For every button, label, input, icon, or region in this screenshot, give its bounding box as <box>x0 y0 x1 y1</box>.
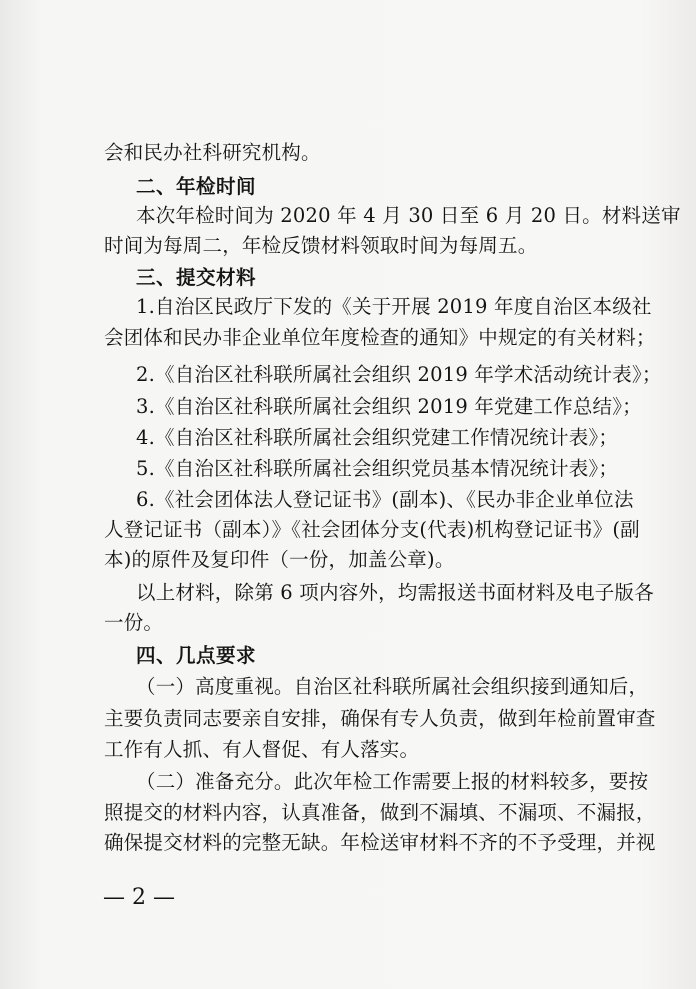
body-line-19: 主要负责同志要亲自安排，确保有专人负责，做到年检前置审查 <box>104 707 656 730</box>
body-line-21: （二）准备充分。此次年检工作需要上报的材料较多，要按 <box>136 770 649 793</box>
section-heading-materials: 三、提交材料 <box>136 266 257 289</box>
body-line-15: 以上材料，除第 6 项内容外，均需报送书面材料及电子版各 <box>136 581 654 604</box>
body-line-3: 本次年检时间为 2020 年 4 月 30 日至 6 月 20 日。材料送审 <box>136 204 681 227</box>
body-line-8: 2.《自治区社科联所属社会组织 2019 年学术活动统计表》； <box>136 363 662 386</box>
body-line-22: 照提交的材料内容，认真准备，做到不漏填、不漏项、不漏报， <box>104 801 656 824</box>
body-line-9: 3.《自治区社科联所属社会组织 2019 年党建工作总结》； <box>136 395 642 418</box>
body-line-10: 4.《自治区社科联所属社会组织党建工作情况统计表》； <box>136 426 619 449</box>
body-line-11: 5.《自治区社科联所属社会组织党员基本情况统计表》； <box>136 457 619 480</box>
section-heading-requirements: 四、几点要求 <box>136 644 257 667</box>
body-line-7: 会团体和民办非企业单位年度检查的通知》中规定的有关材料； <box>104 326 656 349</box>
body-line-1: 会和民办社科研究机构。 <box>104 141 321 164</box>
body-line-12: 6.《社会团体法人登记证书》(副本)、《民办非企业单位法 <box>136 488 634 511</box>
body-line-20: 工作有人抓、有人督促、有人落实。 <box>104 738 420 761</box>
body-line-23: 确保提交材料的完整无缺。年检送审材料不齐的不予受理，并视 <box>104 831 656 854</box>
body-line-16: 一份。 <box>104 611 164 634</box>
section-heading-inspection-time: 二、年检时间 <box>136 175 257 198</box>
body-line-14: 本)的原件及复印件（一份，加盖公章)。 <box>104 548 455 571</box>
body-line-6: 1.自治区民政厅下发的《关于开展 2019 年度自治区本级社 <box>136 295 652 318</box>
body-line-13: 人登记证书（副本）》《社会团体分支(代表)机构登记证书》(副 <box>104 518 640 541</box>
page-number: — 2 — <box>103 885 175 910</box>
body-line-18: （一）高度重视。自治区社科联所属社会组织接到通知后， <box>136 675 649 698</box>
body-line-4: 时间为每周二，年检反馈材料领取时间为每周五。 <box>104 234 538 257</box>
